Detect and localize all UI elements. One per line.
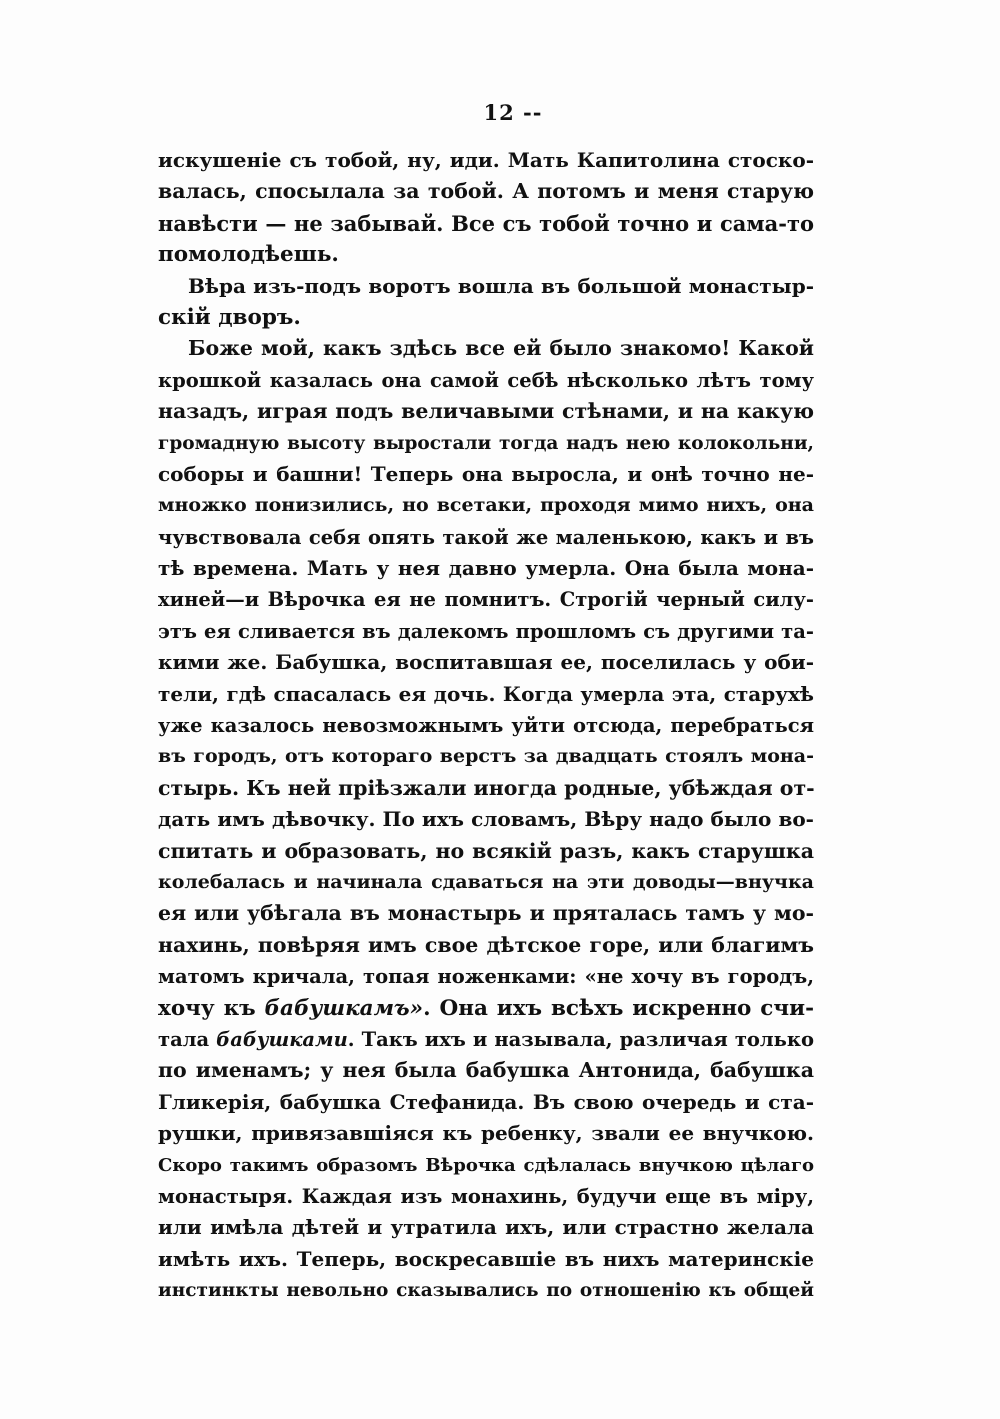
text-line: помолодѣешь. <box>158 242 339 268</box>
text-line: Боже мой, какъ здѣсь все ей было знакомо! Какой <box>188 336 814 361</box>
text-line: скій дворъ. <box>158 304 301 330</box>
text-line: ея или убѣгала въ монастырь и пряталась тамъ у мо- <box>158 901 814 926</box>
page-header <box>0 100 1000 125</box>
text-line: тѣ времена. Мать у нея давно умерла. Она была мона- <box>158 556 814 581</box>
text-line: Вѣра изъ-подъ воротъ вошла въ большой монастыр- <box>188 273 814 298</box>
text-line: Гликерія, бабушка Стефанида. Въ свою очередь и ста- <box>158 1089 814 1114</box>
text-segment: хочу къ <box>158 995 265 1021</box>
text-line <box>158 1024 814 1055</box>
text-segment: . Такъ ихъ и называла, различая только <box>347 1027 814 1051</box>
text-line: стырь. Къ ней пріѣзжали иногда родные, убѣждая от- <box>158 775 815 800</box>
body-text <box>158 145 814 1306</box>
text-line: имѣть ихъ. Теперь, воскресавшіе въ нихъ материнскіе <box>158 1246 814 1271</box>
text-line: инстинкты невольно сказывались по отношенію къ общей <box>158 1280 814 1302</box>
text-line: тели, гдѣ спасалась ея дочь. Когда умерла эта, старухѣ <box>158 681 814 706</box>
page-number: 12 -- <box>483 100 543 125</box>
text-line: этъ ея сливается въ далекомъ прошломъ съ другими та- <box>158 619 814 643</box>
text-line: Скоро такимъ образомъ Вѣрочка сдѣлалась внучкою цѣлаго <box>158 1154 814 1176</box>
text-segment: тала <box>158 1027 217 1051</box>
text-line: чувствовала себя опять такой же маленькою, какъ и въ <box>158 525 814 549</box>
text-line: матомъ кричала, топая ноженками: «не хочу въ городъ, <box>158 965 814 989</box>
text-line: рушки, привязавшіяся къ ребенку, звали ее внучкою. <box>158 1121 814 1146</box>
text-line: хиней—и Вѣрочка ея не помнитъ. Строгій черный силу- <box>158 588 814 612</box>
text-line: навѣсти — не забывай. Все съ тобой точно и сама-то <box>158 210 814 236</box>
text-line: множко понизились, но всетаки, проходя мимо нихъ, она <box>158 494 814 517</box>
italic-segment: бабушкамъ» <box>264 995 424 1021</box>
text-line: уже казалось невозможнымъ уйти отсюда, перебраться <box>158 714 814 738</box>
text-line: спитать и образовать, но всякій разъ, какъ старушка <box>158 838 814 863</box>
text-line <box>158 993 814 1024</box>
text-line: громадную высоту выростали тогда надъ нею колокольни, <box>158 432 814 454</box>
text-line: колебалась и начинала сдаваться на эти доводы—внучка <box>158 870 814 893</box>
italic-segment: бабушками <box>216 1027 348 1051</box>
text-line: кими же. Бабушка, воспитавшая ее, поселилась у оби- <box>158 650 814 675</box>
text-line: по именамъ; у нея была бабушка Антонида, бабушка <box>158 1058 814 1083</box>
text-line: валась, спосылала за тобой. А потомъ и меня старую <box>158 179 814 204</box>
text-line: назадъ, играя подъ величавыми стѣнами, и на какую <box>158 399 814 424</box>
text-line: или имѣла дѣтей и утратила ихъ, или страстно желала <box>158 1215 814 1240</box>
text-segment: . Она ихъ всѣхъ искренно счи- <box>423 995 815 1021</box>
text-line: дать имъ дѣвочку. По ихъ словамъ, Вѣру надо было во- <box>158 807 814 832</box>
text-line: искушеніе съ тобой, ну, иди. Мать Капитолина стоско- <box>158 148 814 172</box>
text-line: соборы и башни! Теперь она выросла, и онѣ точно не- <box>158 461 814 486</box>
text-line: монастыря. Каждая изъ монахинь, будучи еще въ міру, <box>158 1184 814 1208</box>
text-line: въ городъ, отъ котораго верстъ за двадцать стоялъ мона- <box>158 745 814 768</box>
text-line: нахинь, повѣряя имъ свое дѣтское горе, или благимъ <box>158 932 814 957</box>
text-line: крошкой казалась она самой себѣ нѣсколько лѣтъ тому <box>158 368 814 392</box>
